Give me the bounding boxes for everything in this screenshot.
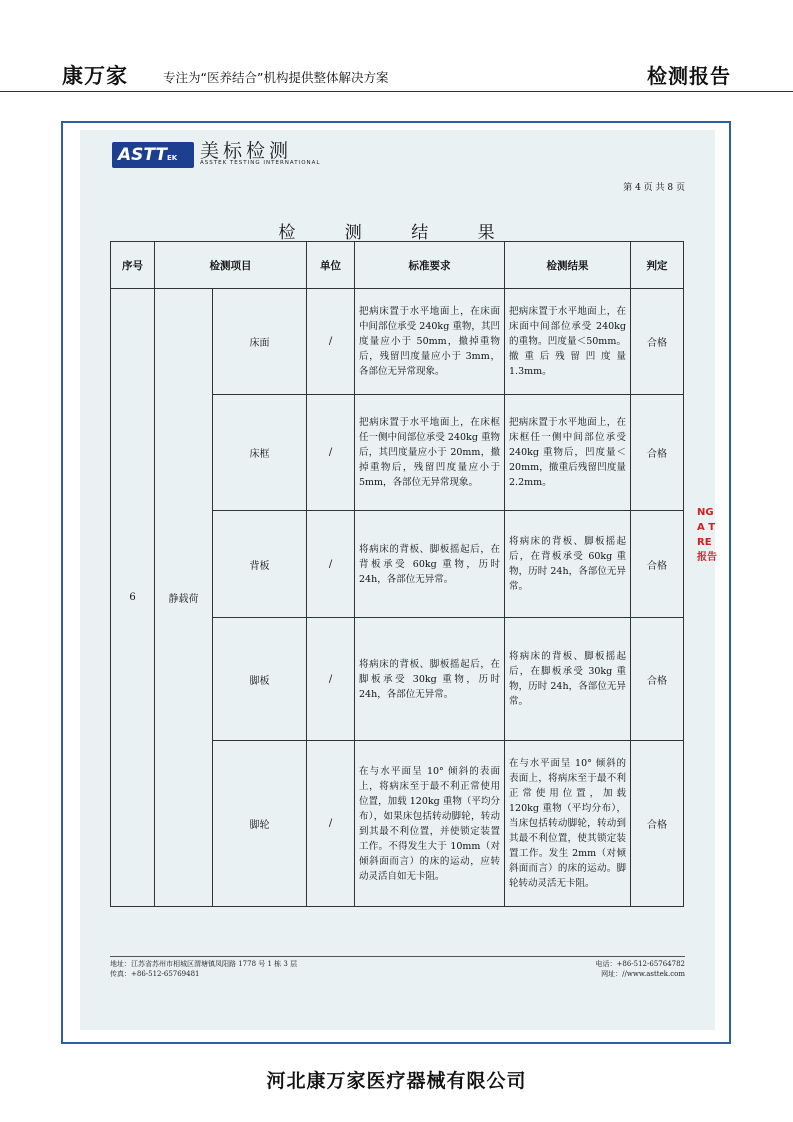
brand-name: 康万家 — [62, 64, 128, 88]
verdict-cell: 合格 — [631, 741, 684, 907]
scanned-report-page — [80, 130, 715, 1030]
logo-abbr: ASTT — [118, 145, 167, 165]
header-requirement: 标准要求 — [355, 242, 505, 289]
seq-cell: 6 — [111, 289, 155, 907]
category-cell: 静载荷 — [155, 289, 213, 907]
result-cell: 把病床置于水平地面上，在床框任一侧中间部位承受 240kg 重物后，凹度量＜20mm，撤重后残留凹度量 2.2mm。 — [505, 395, 631, 511]
red-seal-stamp: NG A T RE 报告 — [697, 507, 717, 563]
result-cell: 将病床的背板、脚板摇起后，在背板承受 60kg 重物，历时 24h，各部位无异常。 — [505, 511, 631, 618]
logo-name-en: ASSTEK TESTING INTERNATIONAL — [200, 160, 321, 166]
requirement-cell: 把病床置于水平地面上，在床面中间部位承受 240kg 重物，其凹度量应小于 50mm，撤掉重物后，残留凹度量应小于 3mm，各部位无异常现象。 — [355, 289, 505, 395]
requirement-cell: 将病床的背板、脚板摇起后，在背板承受 60kg 重物，历时 24h，各部位无异常。 — [355, 511, 505, 618]
sub-item-cell: 床面 — [213, 289, 307, 395]
header-divider — [0, 91, 793, 92]
unit-cell: / — [307, 618, 355, 741]
logo-name-cn: 美标检测 — [200, 140, 293, 162]
requirement-cell: 在与水平面呈 10° 倾斜的表面上，将病床至于最不利正常使用位置，加载 120kg 重物（平均分布），如果床包括转动脚轮，转动到其最不利位置，并使锁定装置工作。不得发生大于 10mm（对倾斜面而言）的床的运动，应转动灵活自如无卡阻。 — [355, 741, 505, 907]
company-name: 河北康万家医疗器械有限公司 — [266, 1070, 527, 1092]
sub-item-cell: 床框 — [213, 395, 307, 511]
footer-divider — [110, 956, 685, 957]
result-cell: 把病床置于水平地面上，在床面中间部位承受 240kg 的重物。凹度量＜50mm。撤重后残留凹度量 1.3mm。 — [505, 289, 631, 395]
verdict-cell: 合格 — [631, 618, 684, 741]
requirement-cell: 把病床置于水平地面上，在床框任一侧中间部位承受 240kg 重物后，其凹度量应小于 20mm，撤掉重物后，残留凹度量应小于 5mm，各部位无异常现象。 — [355, 395, 505, 511]
astt-logo — [112, 142, 194, 168]
brand-slogan: 专注为“医养结合”机构提供整体解决方案 — [163, 70, 389, 85]
header-item: 检测项目 — [155, 242, 307, 289]
sub-item-cell: 脚板 — [213, 618, 307, 741]
table-row — [111, 289, 684, 395]
footer-address: 地址：江苏省苏州市相城区渭塘镇凤阳路 1778 号 1 栋 3 层 — [110, 960, 298, 968]
unit-cell: / — [307, 395, 355, 511]
results-title: 检 测 结 果 — [278, 223, 517, 243]
logo-abbr-suffix: EK — [166, 154, 178, 162]
results-table — [110, 241, 684, 907]
verdict-cell: 合格 — [631, 395, 684, 511]
footer-fax: 传真：+86-512-65769481 — [110, 970, 200, 978]
header-verdict: 判定 — [631, 242, 684, 289]
header-result: 检测结果 — [505, 242, 631, 289]
table-header-row — [111, 242, 684, 289]
requirement-cell: 将病床的背板、脚板摇起后，在脚板承受 30kg 重物，历时 24h，各部位无异常。 — [355, 618, 505, 741]
report-title: 检测报告 — [647, 64, 731, 88]
page-header — [0, 0, 793, 92]
sub-item-cell: 脚轮 — [213, 741, 307, 907]
footer-website: 网址：//www.asttek.com — [601, 970, 685, 978]
result-cell: 将病床的背板、脚板摇起后，在脚板承受 30kg 重物，历时 24h，各部位无异常。 — [505, 618, 631, 741]
verdict-cell: 合格 — [631, 289, 684, 395]
page-number: 第 4 页 共 8 页 — [623, 183, 685, 193]
header-unit: 单位 — [307, 242, 355, 289]
unit-cell: / — [307, 511, 355, 618]
result-cell: 在与水平面呈 10° 倾斜的表面上，将病床至于最不利正常使用位置，加载 120kg 重物（平均分布），当床包括转动脚轮，转动到其最不利位置，使其锁定装置工作。发生 2mm（对倾斜面而言）的床的运动。脚轮转动灵活无卡阻。 — [505, 741, 631, 907]
footer-phone: 电话：+86-512-65764782 — [595, 960, 685, 968]
header-seq: 序号 — [111, 242, 155, 289]
unit-cell: / — [307, 289, 355, 395]
sub-item-cell: 背板 — [213, 511, 307, 618]
unit-cell: / — [307, 741, 355, 907]
verdict-cell: 合格 — [631, 511, 684, 618]
